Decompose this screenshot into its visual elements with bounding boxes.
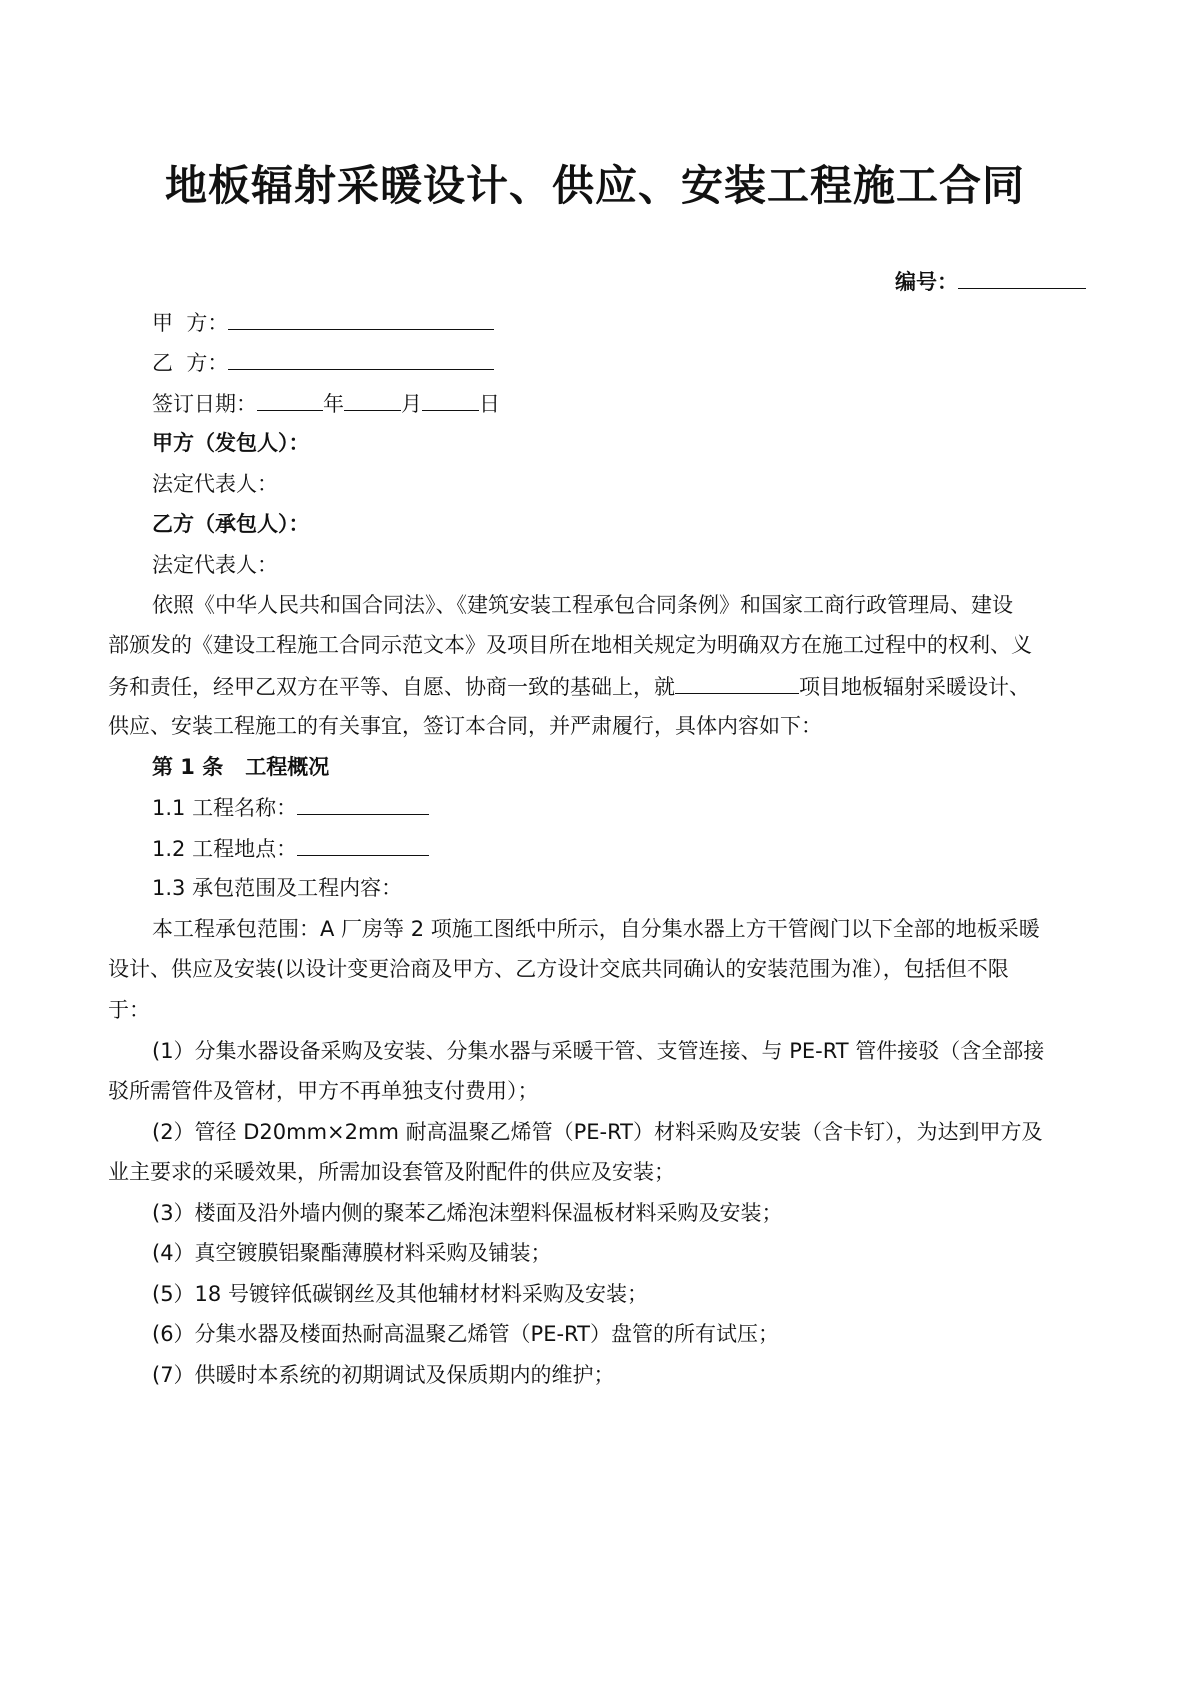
party-a-blank[interactable] <box>228 307 494 330</box>
party-b-blank[interactable] <box>228 347 494 370</box>
project-location-blank[interactable] <box>297 833 429 856</box>
sign-year-unit: 年 <box>323 392 344 416</box>
scope-item-2-line-1: (2）管径 D20mm×2mm 耐高温聚乙烯管（PE-RT）材料采购及安装（含卡钉），为达到甲方及 <box>152 1120 1043 1144</box>
sign-month-unit: 月 <box>401 392 422 416</box>
scope-line-2: 设计、供应及安装(以设计变更洽商及甲方、乙方设计交底共同确认的安装范围为准），包括但不限 <box>108 957 1009 981</box>
project-name-blank[interactable] <box>675 671 799 694</box>
scope-item-2-line-2: 业主要求的采暖效果，所需加设套管及附配件的供应及安装； <box>108 1160 675 1184</box>
article-1-number: 第 1 条 <box>152 755 224 779</box>
contract-number-line <box>895 266 1086 297</box>
article-1-heading <box>152 752 329 782</box>
document-title: 地板辐射采暖设计、供应、安装工程施工合同 <box>164 161 1025 210</box>
scope-item-5: (5）18 号镀锌低碳钢丝及其他辅材材料采购及安装； <box>152 1282 648 1306</box>
project-location-label: 1.2 工程地点： <box>152 837 298 861</box>
party-a-representative: 法定代表人： <box>152 472 278 496</box>
scope-item-1-line-1: (1）分集水器设备采购及安装、分集水器与采暖干管、支管连接、与 PE-RT 管件接驳（含全部接 <box>152 1039 1045 1063</box>
sign-month-blank[interactable] <box>344 388 401 411</box>
preamble-line-3-start: 务和责任，经甲乙双方在平等、自愿、协商一致的基础上，就 <box>108 675 675 699</box>
party-b-representative: 法定代表人： <box>152 553 278 577</box>
sign-day-blank[interactable] <box>422 388 479 411</box>
scope-item-4: (4）真空镀膜铝聚酯薄膜材料采购及铺装； <box>152 1241 552 1265</box>
sign-date-line <box>152 388 500 419</box>
party-b-label: 乙 方： <box>152 351 229 375</box>
project-name-line <box>152 792 429 823</box>
scope-line-1: 本工程承包范围：A 厂房等 2 项施工图纸中所示，自分集水器上方干管阀门以下全部的地板采暖 <box>152 917 1040 941</box>
scope-item-3: (3）楼面及沿外墙内侧的聚苯乙烯泡沫塑料保温板材料采购及安装； <box>152 1201 783 1225</box>
party-a-heading: 甲方（发包人）： <box>152 431 310 455</box>
article-1-title: 工程概况 <box>245 755 330 779</box>
contract-number-blank[interactable] <box>958 266 1086 289</box>
sign-year-blank[interactable] <box>257 388 323 411</box>
scope-line-3: 于： <box>108 998 150 1022</box>
contract-number-label: 编号： <box>895 270 958 294</box>
sign-date-label: 签订日期： <box>152 392 257 416</box>
preamble-line-3 <box>108 671 1030 702</box>
project-name-label: 1.1 工程名称： <box>152 796 298 820</box>
scope-item-1-line-2: 驳所需管件及管材，甲方不再单独支付费用）； <box>108 1079 539 1103</box>
scope-label: 1.3 承包范围及工程内容： <box>152 876 403 900</box>
party-a-label: 甲 方： <box>152 311 229 335</box>
scope-item-7: (7）供暖时本系统的初期调试及保质期内的维护； <box>152 1363 615 1387</box>
party-b-heading: 乙方（承包人）： <box>152 512 310 536</box>
preamble-line-2: 部颁发的《建设工程施工合同示范文本》及项目所在地相关规定为明确双方在施工过程中的权利、义 <box>108 633 1032 657</box>
project-name-field-blank[interactable] <box>297 792 429 815</box>
party-b-line <box>152 347 494 378</box>
scope-item-6: (6）分集水器及楼面热耐高温聚乙烯管（PE-RT）盘管的所有试压； <box>152 1322 779 1346</box>
party-a-line <box>152 307 494 338</box>
sign-day-unit: 日 <box>479 392 500 416</box>
project-location-line <box>152 833 429 864</box>
preamble-line-1: 依照《中华人民共和国合同法》、《建筑安装工程承包合同条例》和国家工商行政管理局、建设 <box>152 593 1013 617</box>
preamble-line-4: 供应、安装工程施工的有关事宜，签订本合同，并严肃履行，具体内容如下： <box>108 714 822 738</box>
preamble-line-3-end: 项目地板辐射采暖设计、 <box>799 675 1030 699</box>
